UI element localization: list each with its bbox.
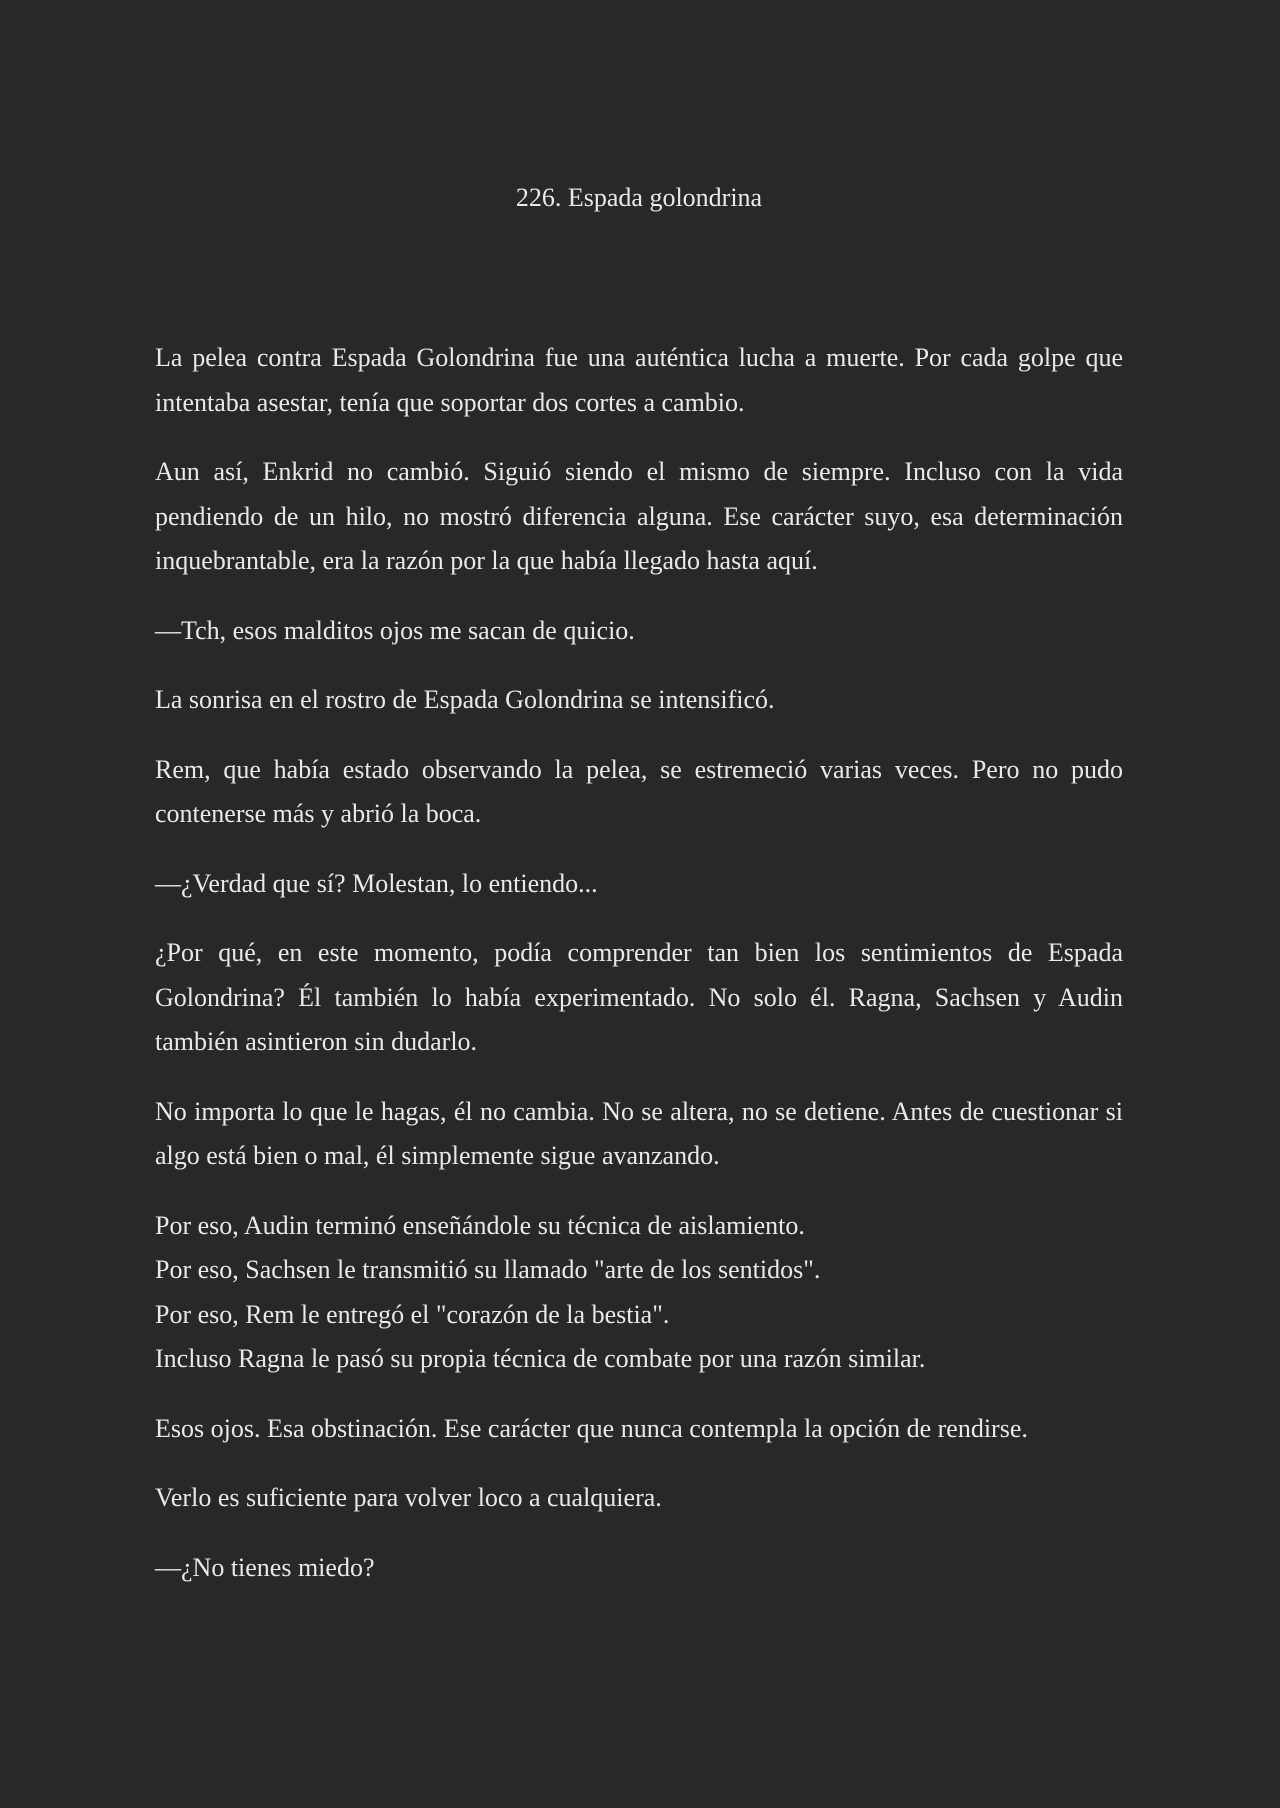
paragraph: Aun así, Enkrid no cambió. Siguió siendo el mismo de siempre. Incluso con la vida pendiendo de un hilo, no mostró diferencia alguna. Ese carácter suyo, esa determinación inquebrantable, era la razón por la que había llegado hasta aquí. [155,457,1123,575]
paragraph: —¿No tienes miedo? [155,1552,375,1582]
paragraph: La sonrisa en el rostro de Espada Golondrina se intensificó. [155,685,775,714]
paragraph-multiline [155,1204,1123,1382]
paragraph-line: Por eso, Rem le entregó el "corazón de la bestia". [155,1299,670,1329]
paragraph: Verlo es suficiente para volver loco a cualquiera. [155,1483,662,1512]
paragraph-line: Por eso, Audin terminó enseñándole su técnica de aislamiento. [155,1210,805,1240]
paragraph: ¿Por qué, en este momento, podía comprender tan bien los sentimientos de Espada Golondrina? Él también lo había experimentado. No solo él. Ragna, Sachsen y Audin también asintieron sin dudarlo. [155,938,1123,1056]
paragraph: Esos ojos. Esa obstinación. Ese carácter que nunca contempla la opción de rendirse. [155,1413,1028,1443]
paragraph: Rem, que había estado observando la pelea, se estremeció varias veces. Pero no pudo contenerse más y abrió la boca. [155,754,1123,828]
chapter-body [155,336,1123,1615]
paragraph-line: Por eso, Sachsen le transmitió su llamado "arte de los sentidos". [155,1255,821,1284]
paragraph: —¿Verdad que sí? Molestan, lo entiendo... [155,868,598,898]
paragraph: No importa lo que le hagas, él no cambia. No se altera, no se detiene. Antes de cuestionar si algo está bien o mal, él simplemente sigue avanzando. [155,1096,1123,1170]
paragraph-line: Incluso Ragna le pasó su propia técnica de combate por una razón similar. [155,1344,926,1373]
paragraph: La pelea contra Espada Golondrina fue una auténtica lucha a muerte. Por cada golpe que intentaba asestar, tenía que soportar dos cortes a cambio. [155,343,1123,417]
chapter-title: 226. Espada golondrina [515,183,763,212]
paragraph: —Tch, esos malditos ojos me sacan de quicio. [155,615,635,645]
